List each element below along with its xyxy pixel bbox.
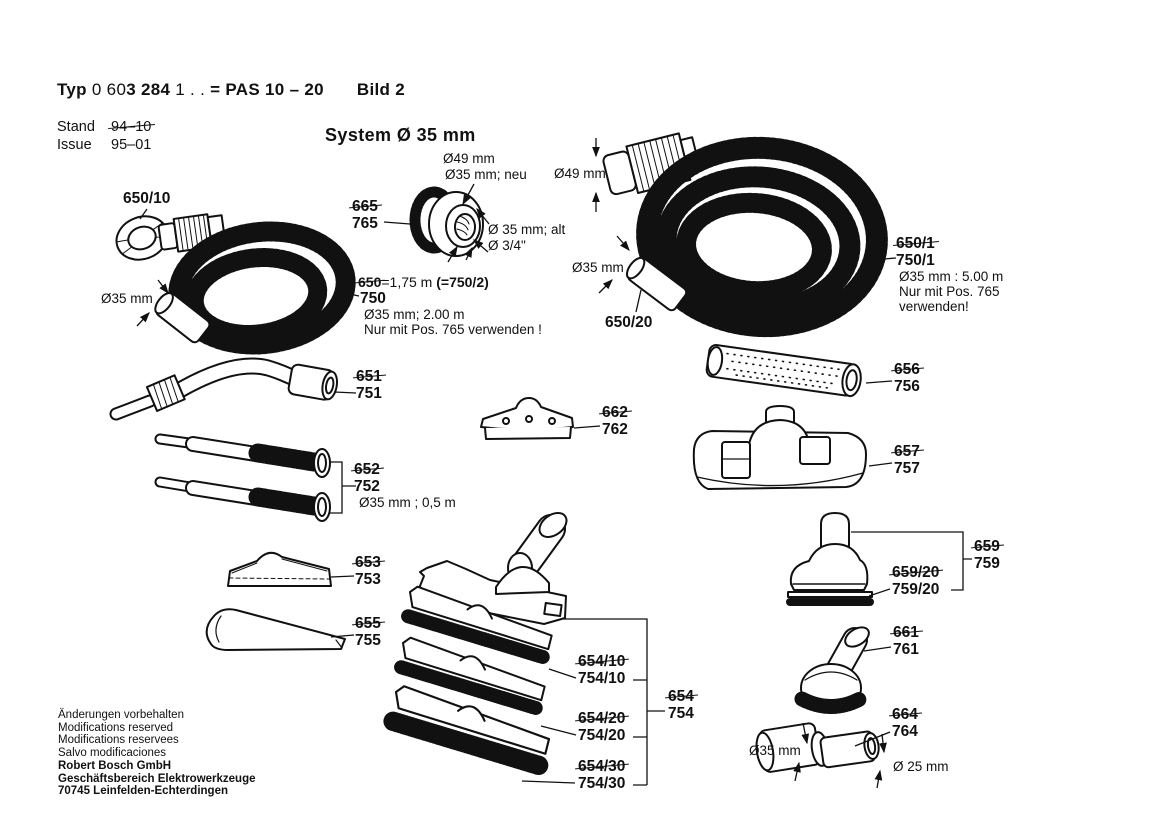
callout-759 — [974, 538, 1000, 572]
model-name: = PAS 10 – 20 — [210, 80, 324, 99]
hose-750-drawing — [151, 212, 352, 354]
callout-753-new: 753 — [355, 571, 381, 588]
callout-752-note: Ø35 mm ; 0,5 m — [359, 495, 456, 510]
callout-762-new: 762 — [602, 421, 628, 438]
issue-value: 95–01 — [111, 137, 152, 153]
callout-759-new: 759 — [974, 555, 1000, 572]
callout-753-old: 653 — [355, 554, 381, 571]
callout-754-10-new: 754/10 — [578, 670, 626, 687]
callout-765-new: 765 — [352, 215, 378, 232]
dim-adapter-old: Ø 35 mm; alt — [488, 222, 566, 237]
footer-note-es: Salvo modificaciones — [58, 746, 167, 759]
callout-750-eq-bold: (=750/2) — [436, 274, 489, 290]
callout-754-new: 754 — [668, 705, 694, 722]
typ-number-b: 3 284 — [126, 80, 171, 99]
stand-label: Stand — [57, 119, 95, 135]
dim-adapter-inch: Ø 3/4" — [488, 238, 526, 253]
footer-note-fr: Modifications reservees — [58, 734, 179, 746]
stand-value: 94–10 — [111, 119, 152, 135]
tube-752b-drawing — [160, 482, 330, 521]
callout-757-new: 757 — [894, 460, 920, 477]
callout-750-1-old: 650/1 — [896, 235, 935, 252]
stand-line — [57, 119, 151, 135]
callout-751-new: 751 — [356, 385, 382, 402]
callout-764-new: 764 — [892, 723, 918, 740]
callout-750-eq-old: 650 — [358, 274, 382, 290]
callout-750-note2: Nur mit Pos. 765 verwenden ! — [364, 322, 542, 337]
callout-761 — [893, 624, 919, 658]
callout-754-30-old: 654/30 — [578, 758, 626, 775]
callout-757 — [894, 443, 920, 477]
callout-755-old: 655 — [355, 615, 381, 632]
dim-hose-left: Ø35 mm — [101, 291, 153, 306]
dim-adapter-new: Ø35 mm; neu — [445, 167, 527, 182]
company-name: Robert Bosch GmbH — [58, 760, 172, 772]
callout-762 — [602, 404, 628, 438]
typ-number-c: 1 . . — [175, 80, 206, 99]
callout-756-new: 756 — [894, 378, 920, 395]
callout-756-old: 656 — [894, 361, 920, 378]
callout-756 — [894, 361, 920, 395]
callout-759-20-new: 759/20 — [892, 581, 940, 598]
callout-754 — [668, 688, 694, 722]
nozzle-757-drawing — [694, 406, 866, 489]
brush-strip-759-20-drawing — [788, 592, 872, 602]
footer-company — [58, 760, 256, 798]
issue-line — [57, 137, 151, 153]
callout-752 — [354, 461, 456, 510]
dim-hose-right-conn: Ø49 mm — [554, 166, 606, 181]
footer-note-en: Modifications reserved — [58, 721, 174, 734]
callout-764 — [892, 706, 918, 740]
bild-number: Bild 2 — [356, 80, 405, 99]
nozzle-755-drawing — [207, 609, 345, 650]
footer-note-de: Änderungen vorbehalten — [58, 709, 184, 721]
nozzle-753-drawing — [228, 553, 331, 586]
callout-650-20-number: 650/20 — [605, 314, 653, 331]
callout-751 — [356, 368, 382, 402]
page-title — [57, 80, 405, 100]
callout-759-old: 659 — [974, 538, 1000, 555]
callout-752-new: 752 — [354, 478, 380, 495]
dim-reducer-small: Ø 25 mm — [893, 759, 949, 774]
callout-762-old: 662 — [602, 404, 628, 421]
callout-650-10 — [123, 190, 170, 207]
brush-761-drawing — [801, 623, 872, 712]
dim-hose-right: Ø35 mm — [572, 260, 624, 275]
callout-761-new: 761 — [893, 641, 919, 658]
callout-759-20 — [892, 564, 939, 598]
dim-adapter-outer: Ø49 mm — [443, 151, 495, 166]
callout-754-20-new: 754/20 — [578, 727, 626, 744]
issue-label: Issue — [57, 137, 92, 153]
callout-650-20 — [605, 314, 652, 331]
callout-750-1-note3: verwenden! — [899, 299, 969, 314]
callout-755-new: 755 — [355, 632, 381, 649]
nozzle-759-drawing — [791, 513, 868, 590]
callout-765-old: 665 — [352, 198, 378, 215]
callout-755 — [355, 615, 381, 649]
callout-754-10-old: 654/10 — [578, 653, 626, 670]
callout-761-old: 661 — [893, 624, 919, 641]
adapter-765-drawing — [415, 192, 483, 256]
callout-754-old: 654 — [668, 688, 694, 705]
callout-750 — [360, 290, 542, 337]
company-division: Geschäftsbereich Elektrowerkzeuge — [58, 772, 256, 785]
callout-765 — [352, 198, 378, 232]
callout-750-new: 750 — [360, 290, 386, 307]
callout-754-30-new: 754/30 — [578, 775, 626, 792]
tube-751-drawing — [116, 364, 339, 414]
nozzle-762-drawing — [481, 398, 573, 439]
hose-750-1-drawing — [601, 130, 883, 333]
callout-754-20-old: 654/20 — [578, 710, 626, 727]
footer-notes — [58, 709, 184, 759]
company-address: 70745 Leinfelden-Echterdingen — [58, 785, 228, 797]
dim-reducer-large: Ø35 mm — [749, 743, 801, 758]
callout-750-1-note1: Ø35 mm : 5.00 m — [899, 269, 1004, 284]
callout-754-30 — [578, 758, 625, 792]
callout-750-note1: Ø35 mm; 2.00 m — [364, 307, 465, 322]
callout-750-eq-mid: =1,75 m — [381, 274, 437, 290]
callout-750-1 — [896, 235, 1003, 314]
callout-750-1-new: 750/1 — [896, 252, 935, 269]
callout-753 — [355, 554, 381, 588]
callout-759-20-old: 659/20 — [892, 564, 940, 581]
tube-756-drawing — [706, 344, 863, 397]
tube-752a-drawing — [160, 439, 330, 477]
callout-650-10-number: 650/10 — [123, 190, 171, 207]
callout-757-old: 657 — [894, 443, 920, 460]
typ-label: Typ — [57, 80, 87, 99]
callout-750-equation — [358, 274, 489, 290]
typ-number-a: 0 60 — [91, 80, 127, 99]
callout-754-10 — [578, 653, 625, 687]
callout-754-20 — [578, 710, 625, 744]
callout-751-old: 651 — [356, 368, 382, 385]
callout-764-old: 664 — [892, 706, 918, 723]
callout-750-1-note2: Nur mit Pos. 765 — [899, 284, 1000, 299]
system-title: System Ø 35 mm — [325, 125, 476, 145]
callout-752-old: 652 — [354, 461, 380, 478]
